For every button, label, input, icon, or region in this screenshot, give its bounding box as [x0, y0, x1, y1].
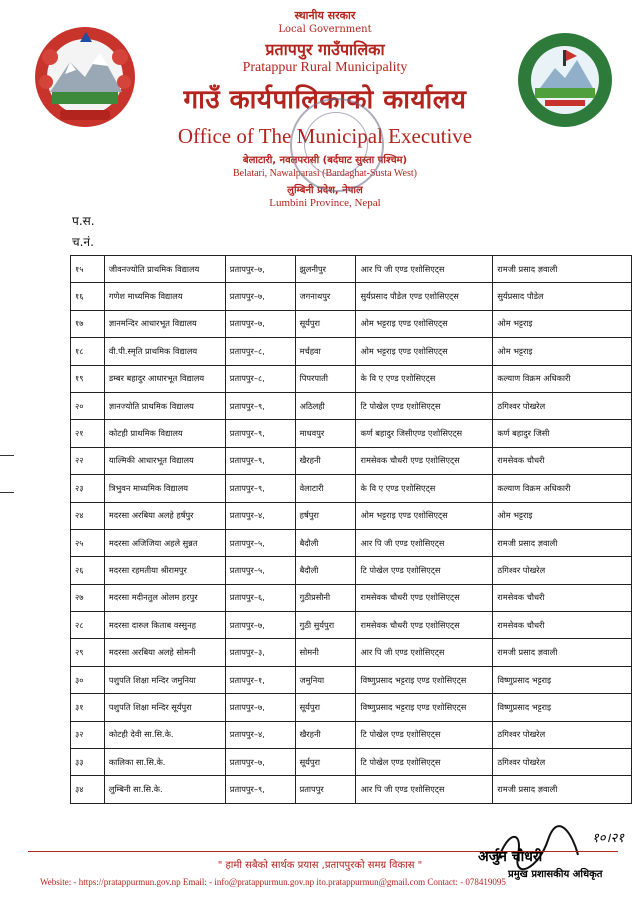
table-row — [71, 721, 632, 748]
province-np: लुम्बिनी प्रदेश, नेपाल — [287, 185, 363, 196]
auditor-name-cell: ओम भट्टराइ — [493, 310, 632, 337]
row-number-cell: ३२ — [71, 721, 105, 748]
auditor-name-cell: रामसेवक चौधरी — [493, 447, 632, 474]
school-name-cell: मदरसा अरबिया अलहे सोमनी — [104, 639, 225, 666]
table-row — [71, 283, 632, 310]
table-row — [71, 776, 632, 803]
location-cell: प्रतापपुर — [295, 776, 356, 803]
location-cell: माधवपुर — [295, 420, 356, 447]
auditor-firm-cell: आर पि जी एण्ड एशोसिएट्स — [356, 529, 493, 556]
row-number-cell: २७ — [71, 584, 105, 611]
auditor-firm-cell: आर पि जी एण्ड एशोसिएट्स — [356, 776, 493, 803]
row-number-cell: २१ — [71, 420, 105, 447]
auditor-firm-cell: कर्ण बहादुर जिसीएण्ड एशोसिएट्स — [356, 420, 493, 447]
auditor-firm-cell: ओम भट्टराइ एण्ड एशोसिएट्स — [356, 310, 493, 337]
auditor-name-cell: कर्ण बहादुर जिसी — [493, 420, 632, 447]
location-cell: अठिलही — [295, 392, 356, 419]
table-row — [71, 475, 632, 502]
row-number-cell: २६ — [71, 557, 105, 584]
ward-cell: प्रतापपुर–७, — [225, 612, 295, 639]
location-cell: गुठी सुर्यपुरा — [295, 612, 356, 639]
row-number-cell: १८ — [71, 338, 105, 365]
signatory-title: प्रमुख प्रशासकीय अधिकृत — [508, 869, 603, 880]
row-number-cell: ३१ — [71, 694, 105, 721]
local-government-en: Local Government — [278, 24, 372, 35]
local-government-np: स्थानीय सरकार — [294, 9, 356, 22]
location-cell: वेलाटारी — [295, 475, 356, 502]
table-row — [71, 529, 632, 556]
auditor-firm-cell: आर पि जी एण्ड एशोसिएट्स — [356, 639, 493, 666]
ward-cell: प्रतापपुर–४, — [225, 502, 295, 529]
municipality-name-np: प्रतापपुर गाउँपालिका — [265, 40, 385, 59]
ward-cell: प्रतापपुर–४, — [225, 721, 295, 748]
school-name-cell: मदरसा अरबिया अलहे हर्षपुर — [104, 502, 225, 529]
ward-cell: प्रतापपुर–६, — [225, 584, 295, 611]
ward-cell: प्रतापपुर–५, — [225, 529, 295, 556]
auditor-firm-cell: टि पोखेल एण्ड एशोसिएट्स — [356, 557, 493, 584]
province-en: Lumbini Province, Nepal — [269, 197, 381, 209]
nepal-emblem-icon — [30, 22, 140, 132]
table-row — [71, 502, 632, 529]
municipality-name-en: Pratappur Rural Municipality — [242, 60, 408, 75]
row-number-cell: ३३ — [71, 749, 105, 776]
ward-cell: प्रतापपुर–९, — [225, 475, 295, 502]
auditor-firm-cell: ओम भट्टराइ एण्ड एशोसिएट्स — [356, 502, 493, 529]
auditor-firm-cell: विष्णुप्रसाद भट्टराइ एण्ड एशोसिएट्स — [356, 694, 493, 721]
auditor-name-cell: सुर्यप्रसाद पौडेल — [493, 283, 632, 310]
table-row — [71, 447, 632, 474]
ward-cell: प्रतापपुर–७, — [225, 694, 295, 721]
school-name-cell: पशुपति शिक्षा मन्दिर जमुनिया — [104, 666, 225, 693]
location-cell: सोमनी — [295, 639, 356, 666]
address-np: बेलाटारी, नवलपरासी (बर्दघाट सुस्ता पश्चिम) — [242, 155, 408, 166]
row-number-cell: १७ — [71, 310, 105, 337]
auditor-name-cell: ओम भट्टराइ — [493, 502, 632, 529]
letterhead — [0, 0, 644, 215]
auditor-firm-cell: विष्णुप्रसाद भट्टराइ एण्ड एशोसिएट्स — [356, 666, 493, 693]
ward-cell: प्रतापपुर–७, — [225, 256, 295, 283]
address-en: Belatari, Nawalparasi (Bardaghat-Susta West) — [233, 168, 417, 179]
row-number-cell: २८ — [71, 612, 105, 639]
table-row — [71, 612, 632, 639]
row-number-cell: २२ — [71, 447, 105, 474]
location-cell: जमुनिया — [295, 666, 356, 693]
auditor-name-cell: रामसेवक चौधरी — [493, 612, 632, 639]
auditor-firm-cell: सुर्यप्रसाद पौडेल एण्ड एशोसिएट्स — [356, 283, 493, 310]
location-cell: सूर्यपुरा — [295, 749, 356, 776]
table-row — [71, 557, 632, 584]
auditor-firm-cell: के वि ए एण्ड एशोसिएट्स — [356, 365, 493, 392]
auditor-name-cell: रामजी प्रसाद ज्ञवाली — [493, 639, 632, 666]
school-name-cell: ज्ञानज्योति प्राथमिक विद्यालय — [104, 392, 225, 419]
auditor-name-cell: ओम भट्टराइ — [493, 338, 632, 365]
row-number-cell: ३० — [71, 666, 105, 693]
table-row — [71, 310, 632, 337]
location-cell: गुठीप्रसौनी — [295, 584, 356, 611]
auditor-name-cell: कल्याण विक्रम अधिकारी — [493, 365, 632, 392]
location-cell: खैरहनी — [295, 447, 356, 474]
table-row — [71, 365, 632, 392]
table-row — [71, 584, 632, 611]
table-row — [71, 639, 632, 666]
office-title-np: गाउँ कार्यपालिकाको कार्यालय — [183, 85, 467, 115]
ward-cell: प्रतापपुर–३, — [225, 639, 295, 666]
table-row — [71, 256, 632, 283]
ward-cell: प्रतापपुर–७, — [225, 310, 295, 337]
pratappur-logo-icon — [515, 30, 615, 130]
ward-cell: प्रतापपुर–९, — [225, 776, 295, 803]
location-cell: सूर्यपुरा — [295, 310, 356, 337]
school-name-cell: वी.पी.स्मृति प्राथमिक विद्यालय — [104, 338, 225, 365]
auditor-firm-cell: रामसेवक चौधरी एण्ड एशोसिएट्स — [356, 447, 493, 474]
auditor-name-cell: रामजी प्रसाद ज्ञवाली — [493, 256, 632, 283]
ward-cell: प्रतापपुर–७, — [225, 283, 295, 310]
table-row — [71, 392, 632, 419]
school-name-cell: ज्ञानमन्दिर आधारभूत विद्यालय — [104, 310, 225, 337]
school-name-cell: जीवनज्योति प्राथमिक विद्यालय — [104, 256, 225, 283]
auditor-firm-cell: ओम भट्टराइ एण्ड एशोसिएट्स — [356, 338, 493, 365]
auditor-name-cell: कल्याण विक्रम अधिकारी — [493, 475, 632, 502]
school-name-cell: मदरसा दारुल किताब वस्सुनह — [104, 612, 225, 639]
auditor-firm-cell: रामसेवक चौधरी एण्ड एशोसिएट्स — [356, 612, 493, 639]
row-number-cell: १६ — [71, 283, 105, 310]
auditor-firm-cell: टि पोखेल एण्ड एशोसिएट्स — [356, 721, 493, 748]
margin-mark — [0, 492, 14, 493]
row-number-cell: २५ — [71, 529, 105, 556]
location-cell: पिपरपाती — [295, 365, 356, 392]
school-name-cell: कालिका सा.सि.के. — [104, 749, 225, 776]
school-name-cell: डम्बर बहादुर आधारभूत विद्यालय — [104, 365, 225, 392]
ward-cell: प्रतापपुर–८, — [225, 365, 295, 392]
dispatch-number-label: च.नं. — [72, 235, 94, 249]
school-name-cell: कोटही देवी सा.सि.के. — [104, 721, 225, 748]
school-name-cell: मदरसा मदीनतुल ओलम हरपुर — [104, 584, 225, 611]
school-name-cell: मदरसा अजिजिया अहले सुन्नत — [104, 529, 225, 556]
margin-mark — [0, 455, 14, 456]
school-name-cell: लुम्बिनी सा.सि.के. — [104, 776, 225, 803]
row-number-cell: १९ — [71, 365, 105, 392]
auditor-firm-cell: के वि ए एण्ड एशोसिएट्स — [356, 475, 493, 502]
school-name-cell: याल्मिकी आधारभूत विद्यालय — [104, 447, 225, 474]
auditor-name-cell: रामजी प्रसाद ज्ञवाली — [493, 776, 632, 803]
letter-number-label: प.स. — [72, 214, 95, 228]
ward-cell: प्रतापपुर–९, — [225, 420, 295, 447]
row-number-cell: १५ — [71, 256, 105, 283]
auditor-name-cell: ठगिश्वर पोखरेल — [493, 557, 632, 584]
school-name-cell: त्रिभुवन माध्यमिक विद्यालय — [104, 475, 225, 502]
auditor-name-cell: ठगिश्वर पोखरेल — [493, 749, 632, 776]
table-row — [71, 749, 632, 776]
school-name-cell: गणेश माध्यमिक विद्यालय — [104, 283, 225, 310]
row-number-cell: २९ — [71, 639, 105, 666]
auditor-firm-cell: टि पोखेल एण्ड एशोसिएट्स — [356, 392, 493, 419]
location-cell: झुलनीपुर — [295, 256, 356, 283]
auditor-name-cell: विष्णुप्रसाद भट्टराइ — [493, 694, 632, 721]
row-number-cell: ३४ — [71, 776, 105, 803]
school-auditor-table — [70, 255, 632, 804]
school-name-cell: पशुपति शिक्षा मन्दिर सूर्यपुरा — [104, 694, 225, 721]
location-cell: मर्चहवा — [295, 338, 356, 365]
location-cell: हर्षपुरा — [295, 502, 356, 529]
location-cell: बैदौली — [295, 557, 356, 584]
ward-cell: प्रतापपुर–१, — [225, 666, 295, 693]
location-cell: जगनाथपुर — [295, 283, 356, 310]
table-row — [71, 338, 632, 365]
school-name-cell: कोटही प्राथमिक विद्यालय — [104, 420, 225, 447]
row-number-cell: २० — [71, 392, 105, 419]
table-row — [71, 666, 632, 693]
footer-slogan: " हामी सबैको सार्थक प्रयास ,प्रतापपुरको समग्र विकास " — [217, 860, 423, 871]
ward-cell: प्रतापपुर–९, — [225, 447, 295, 474]
table-row — [71, 694, 632, 721]
location-cell: सूर्यपुरा — [295, 694, 356, 721]
table-row — [71, 420, 632, 447]
footer-divider — [28, 851, 618, 852]
school-name-cell: मदरसा रहमतीया श्रीरामपुर — [104, 557, 225, 584]
auditor-name-cell: ठगिश्वर पोखरेल — [493, 721, 632, 748]
footer-contact: Website: - https://pratappurmun.gov.np Email: - info@pratappurmun.gov.np ito.pratappurmun@gmail.com Contact: - 078419095 — [40, 877, 506, 887]
ward-cell: प्रतापपुर–८, — [225, 338, 295, 365]
row-number-cell: २३ — [71, 475, 105, 502]
signatory-name: अर्जुन चौधरी — [478, 849, 543, 865]
auditor-name-cell: रामसेवक चौधरी — [493, 584, 632, 611]
row-number-cell: २४ — [71, 502, 105, 529]
auditor-name-cell: ठगिश्वर पोखरेल — [493, 392, 632, 419]
office-stamp — [290, 98, 384, 192]
ward-cell: प्रतापपुर–७, — [225, 749, 295, 776]
auditor-firm-cell: टि पोखेल एण्ड एशोसिएट्स — [356, 749, 493, 776]
auditor-firm-cell: रामसेवक चौधरी एण्ड एशोसिएट्स — [356, 584, 493, 611]
ward-cell: प्रतापपुर–५, — [225, 557, 295, 584]
office-title-en: Office of The Municipal Executive — [177, 124, 473, 148]
auditor-name-cell: रामजी प्रसाद ज्ञवाली — [493, 529, 632, 556]
ward-cell: प्रतापपुर–९, — [225, 392, 295, 419]
auditor-name-cell: विष्णुप्रसाद भट्टराइ — [493, 666, 632, 693]
signature-date: १०।२१ — [592, 831, 624, 846]
location-cell: खैरहनी — [295, 721, 356, 748]
auditor-firm-cell: आर पि जी एण्ड एशोसिएट्स — [356, 256, 493, 283]
location-cell: बैदौली — [295, 529, 356, 556]
